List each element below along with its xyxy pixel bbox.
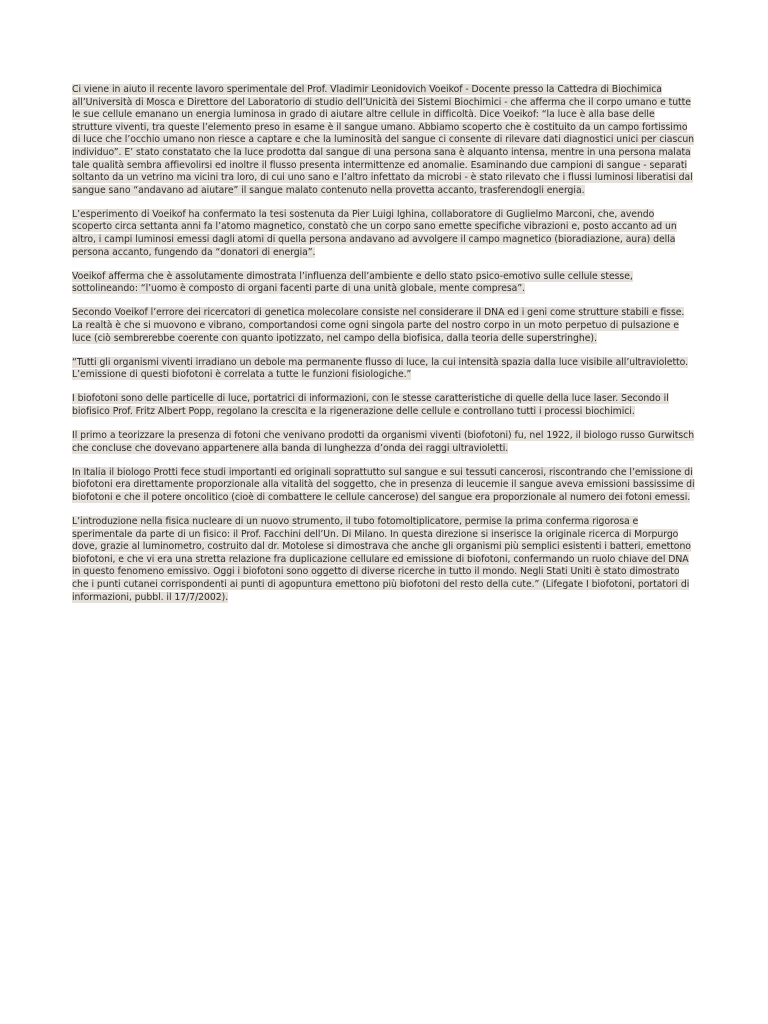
- paragraph-protti: [72, 467, 695, 505]
- paragraph-text: Voeikof afferma che è assolutamente dimostrata l’influenza dell’ambiente e dello stato psico-emotivo sulle cellule stesse, sottolineando: “l’uomo è composto di organi facenti parte di una unità globale, mente compresa”.: [72, 270, 633, 295]
- paragraph-quote-organisms: [72, 357, 695, 382]
- paragraph-text: L’introduzione nella fisica nucleare di un nuovo strumento, il tubo fotomoltiplicatore, permise la prima conferma rigorosa e sperimentale da parte di un fisico: il Prof. Facchini dell’Un. Di Milano. In questa direzione si inserisce la originale ricerca di Morpurgo dove, grazie al luminometro, costruito dal dr. Motolese si dimostrava che anche gli organismi più semplici esistenti i batteri, emettono biofotoni, e che vi era una stretta relazione fra duplicazione cellulare ed emissione di biofotoni, confermando un ruolo chiave del DNA in questo fenomeno emissivo. Oggi i biofotoni sono oggetto di diverse ricerche in tutto il mondo. Negli Stati Uniti è stato dimostrato che i punti cutanei corrispondenti ai punti di agopuntura emettono più biofotoni del resto della cute.” (Lifegate I biofotoni, portatori di informazioni, pubbl. il 17/7/2002).: [72, 516, 691, 603]
- paragraph-text: Ci viene in aiuto il recente lavoro sperimentale del Prof. Vladimir Leonidovich Voeikof - Docente presso la Cattedra di Biochimica all’Università di Mosca e Direttore del Laboratorio di studio dell’Unicità dei Sistemi Biochimici - che afferma che il corpo umano e tutte le sue cellule emanano un energia luminosa in grado di aiutare altre cellule in difficoltà. Dice Voeikof: “la luce è alla base delle strutture viventi, tra queste l’elemento preso in esame è il sangue umano. Abbiamo scoperto che è costituito da un campo fortissimo di luce che l’occhio umano non riesce a captare e che la luminosità del sangue ci consente di rilevare dati diagnostici unici per ciascun individuo”. E’ stato constatato che la luce prodotta dal sangue di una persona sana è alquanto intensa, mentre in una persona malata tale qualità sembra affievolirsi ed inoltre il flusso presenta intermittenze ed anomalie. Esaminando due campioni di sangue - separati soltanto da un vetrino ma vicini tra loro, di cui uno sano e l’altro infettato da microbi - è stato rilevato che i flussi luminosi liberatisi dal sangue sano “andavano ad aiutare” il sangue malato contenuto nella provetta accanto, trasferendogli energia.: [72, 84, 694, 196]
- paragraph-biophotons-definition: [72, 393, 695, 418]
- paragraph-text: L’esperimento di Voeikof ha confermato la tesi sostenuta da Pier Luigi Ighina, collaboratore di Guglielmo Marconi, che, avendo scoperto circa settanta anni fa l’atomo magnetico, constatò che un corpo sano emette specifiche vibrazioni e, posto accanto ad un altro, i campi luminosi emessi dagli atomi di quella persona andavano ad avvolgere il campo magnetico (bioradiazione, aura) della persona accanto, fungendo da “donatori di energia”.: [72, 208, 677, 258]
- paragraph-gurwitsch: [72, 430, 695, 455]
- paragraph-text: In Italia il biologo Protti fece studi importanti ed originali soprattutto sul sangue e sui tessuti cancerosi, riscontrando che l’emissione di biofotoni era direttamente proporzionale alla vitalità del soggetto, che in presenza di leucemie il sangue aveva emissioni bassissime di biofotoni e che il potere oncolitico (cioè di combattere le cellule cancerose) del sangue era proporzionale al numero dei fotoni emessi.: [72, 466, 695, 503]
- paragraph-text: Secondo Voeikof l’errore dei ricercatori di genetica molecolare consiste nel considerare il DNA ed i geni come strutture stabili e fisse. La realtà è che si muovono e vibrano, comportandosi come ogni singola parte del nostro corpo in un moto perpetuo di pulsazione e luce (ciò sembrerebbe coerente con quanto ipotizzato, nel campo della biofisica, dalla teoria delle superstringhe).: [72, 307, 685, 344]
- paragraph-dna-error: [72, 307, 695, 345]
- paragraph-photomultiplier: [72, 516, 695, 604]
- paragraph-text: “Tutti gli organismi viventi irradiano un debole ma permanente flusso di luce, la cui intensità spazia dalla luce visibile all’ultravioletto. L’emissione di questi biofotoni è correlata a tutte le funzioni fisiologiche.”: [72, 356, 689, 381]
- document-page: [72, 84, 695, 616]
- paragraph-text: Il primo a teorizzare la presenza di fotoni che venivano prodotti da organismi viventi (biofotoni) fu, nel 1922, il biologo russo Gurwitsch che concluse che dovevano appartenere alla banda di lunghezza d’onda dei raggi ultravioletti.: [72, 430, 695, 454]
- paragraph-environment-influence: [72, 271, 695, 296]
- paragraph-ighina: [72, 209, 695, 259]
- paragraph-voeikof-intro: [72, 84, 695, 197]
- paragraph-text: I biofotoni sono delle particelle di luce, portatrici di informazioni, con le stesse caratteristiche di quelle della luce laser. Secondo il biofisico Prof. Fritz Albert Popp, regolano la crescita e la rigenerazione delle cellule e controllano tutti i processi biochimici.: [72, 393, 669, 417]
